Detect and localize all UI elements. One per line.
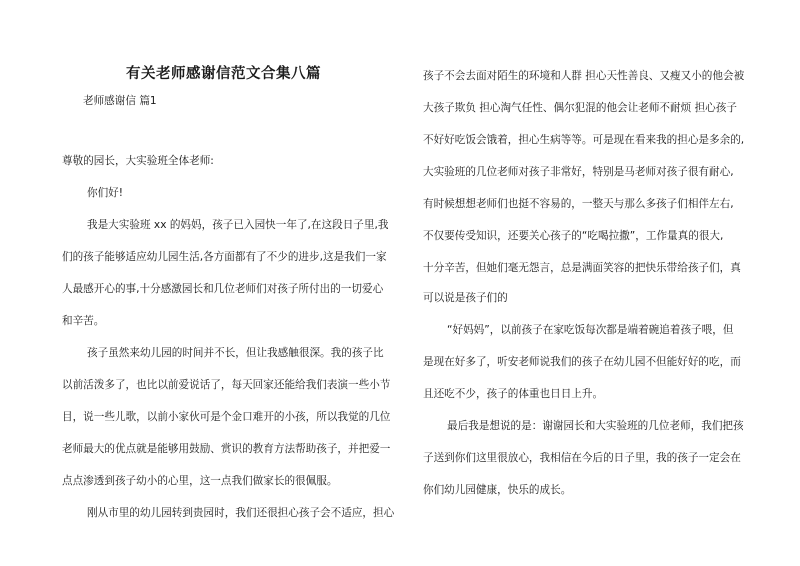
paragraph-line: 目，说一些儿歌，以前小家伙可是个金口难开的小孩，所以我觉的几位 (62, 411, 391, 423)
paragraph-line: 人最感开心的事,十分感激园长和几位老师们对孩子所付出的一切爱心 (62, 283, 384, 295)
paragraph-line: 孩子不会去面对陌生的环境和人群 担心天性善良、又瘦又小的他会被 (423, 70, 745, 82)
paragraph-line: 我是大实验班 xx 的妈妈，孩子已入园快一年了,在这段日子里,我 (87, 219, 389, 231)
paragraph-line: 有时候想想老师们也挺不容易的，一整天与那么多孩子们相伴左右, (423, 198, 734, 210)
paragraph-line: 点点渗透到孩子幼小的心里，这一点我们做家长的很佩服。 (62, 475, 338, 487)
paragraph-line: 大孩子欺负 担心淘气任性、偶尔犯混的他会让老师不耐烦 担心孩子 (423, 102, 737, 114)
paragraph-line: 你们幼儿园健康，快乐的成长。 (423, 484, 572, 496)
paragraph-line: 以前活泼多了，也比以前爱说话了，每天回家还能给我们表演一些小节 (62, 379, 391, 391)
paragraph-line: 们的孩子能够适应幼儿园生活,各方面都有了不少的进步,这是我们一家 (62, 251, 387, 263)
salutation: 尊敬的园长，大实验班全体老师: (62, 155, 214, 167)
paragraph-line: 且还吃不少，孩子的体重也日日上升。 (423, 388, 604, 400)
paragraph-line: 和辛苦。 (62, 315, 105, 327)
paragraph-line: 可以说是孩子们的 (423, 292, 508, 304)
page-title: 有关老师感谢信范文合集八篇 (126, 65, 321, 82)
paragraph-line: 老师最大的优点就是能够用鼓励、赏识的教育方法帮助孩子，并把爱一 (62, 443, 391, 455)
paragraph-line: 十分辛苦，但她们毫无怨言，总是满面笑容的把快乐带给孩子们，真 (423, 262, 741, 274)
paragraph-line: 子送到你们这里很放心，我相信在今后的日子里，我的孩子一定会在 (423, 452, 741, 464)
section-heading: 老师感谢信 篇1 (83, 95, 157, 107)
paragraph-line: 是现在好多了，听安老师说我们的孩子在幼儿园不但能好好的吃，而 (423, 356, 741, 368)
paragraph-line: “好妈妈”，以前孩子在家吃饭每次都是端着碗追着孩子喂，但 (447, 324, 734, 336)
paragraph-line: 刚从市里的幼儿园转到贵园时，我们还很担心孩子会不适应，担心 (87, 507, 395, 519)
greeting: 你们好! (87, 187, 124, 199)
paragraph-line: 最后我是想说的是：谢谢园长和大实验班的几位老师，我们把孩 (447, 420, 744, 432)
paragraph-line: 不好好吃饭会饿着，担心生病等等。可是现在看来我的担心是多余的, (423, 134, 745, 146)
paragraph-line: 大实验班的几位老师对孩子非常好，特别是马老师对孩子很有耐心, (423, 166, 734, 178)
paragraph-line: 孩子虽然来幼儿园的时间并不长，但让我感触很深。我的孩子比 (87, 347, 384, 359)
paragraph-line: 不仅要传受知识，还要关心孩子的“吃喝拉撒”，工作量真的很大, (423, 230, 724, 242)
